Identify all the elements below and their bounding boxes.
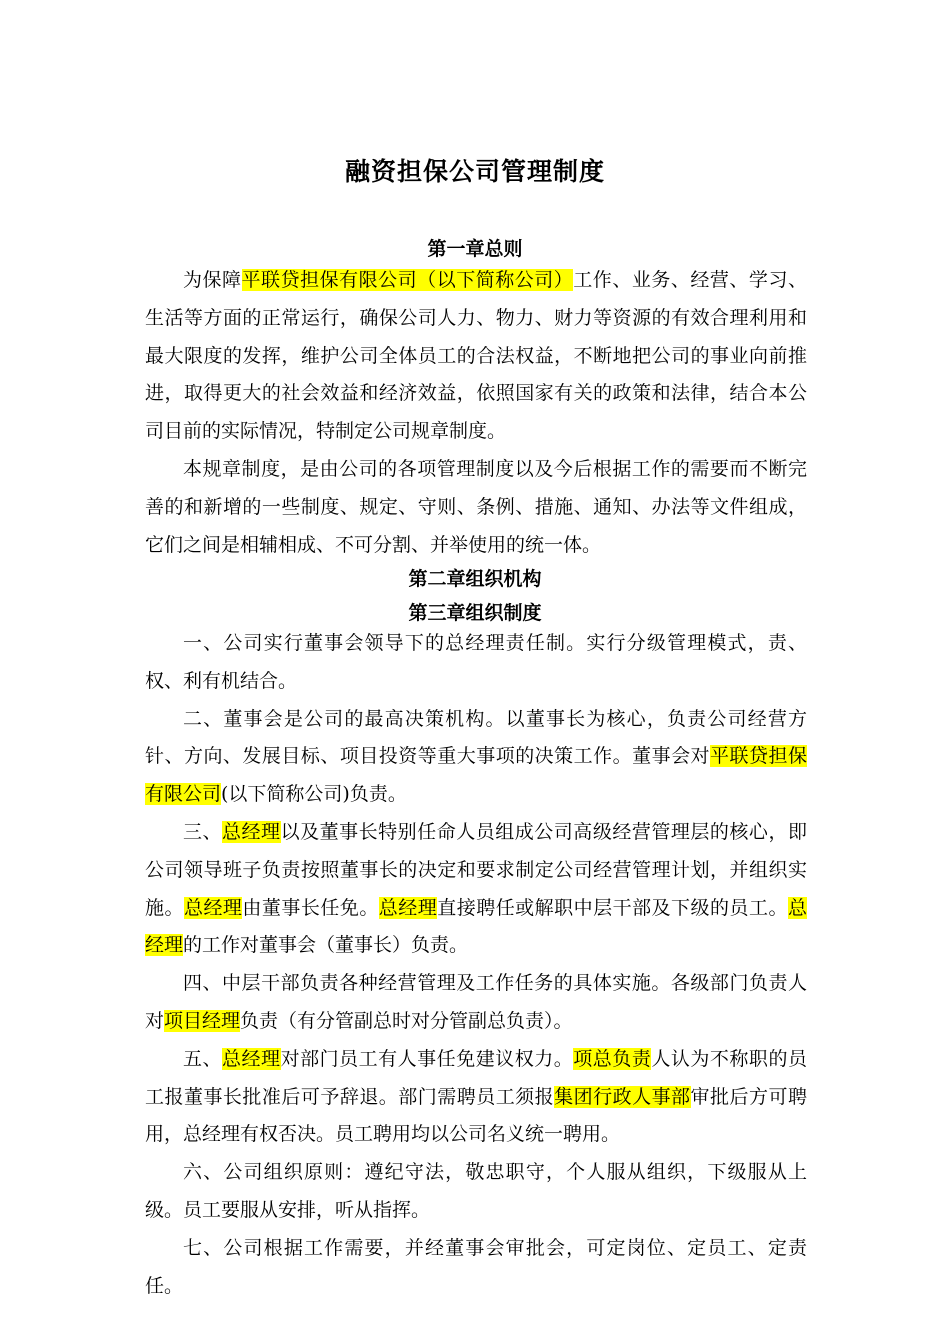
chapter-3-item-2 [145,701,807,814]
highlighted-term: 集团行政人事部 [554,1085,691,1108]
chapter-1-body [145,262,807,564]
chapter-3-item-3 [145,814,807,965]
text-span: 对部门员工有人事任免建议权力。 [280,1047,574,1070]
highlighted-term: 总经理 [222,820,281,843]
text-span: 由董事长任免。 [242,896,379,919]
text-span: 为保障 [183,269,242,291]
chapter-2-heading: 第二章组织机构 [408,568,542,590]
text-span: 的工作对董事会（董事长）负责。 [183,934,469,957]
chapter-3-item-6: 六、公司组织原则：遵纪守法，敬忠职守，个人服从组织，下级服从上级。员工要服从安排，听从指挥。 [145,1161,807,1221]
highlighted-term: 项目经理 [164,1009,241,1032]
highlighted-company-name: 平联贷担保有限公司 [145,745,807,806]
text-span: 二、董事会是公司的最高决策机构。以董事长为核心，负责公司经营方针、方向、发展目标、项目投资等重大事项的决策工作。董事会对 [145,707,807,768]
chapter-3-item-1: 一、公司实行董事会领导下的总经理责任制。实行分级管理模式，责、权、利有机结合。 [145,632,807,692]
highlighted-term: 项总负责 [573,1047,652,1070]
text-span: 以及董事长特别任命人员组成公司高级经营管理层的核心，即公司领导班子负责按照董事长的决定和要求制定公司经营管理计划，并组织实施。 [145,820,807,919]
chapter-3-body [145,625,807,1305]
chapter-1-paragraph-2: 本规章制度，是由公司的各项管理制度以及今后根据工作的需要而不断完善的和新增的一些制度、规定、守则、条例、措施、通知、办法等文件组成，它们之间是相辅相成、不可分割、并举使用的统一体。 [145,457,807,556]
highlighted-term: 总经理 [183,896,243,919]
chapter-3-item-4 [145,965,807,1041]
text-span: 人认为不称职的员工报董事长批准后可予辞退。部门需聘员工须报 [145,1047,807,1108]
highlighted-company-name: 平联贷担保有限公司（以下简称公司） [241,269,574,291]
text-span: 审批后方可聘用，总经理有权否决。员工聘用均以公司名义统一聘用。 [145,1085,807,1146]
highlighted-term: 总经理 [145,896,807,957]
chapter-1-paragraph-1 [145,262,807,451]
text-span: 三、 [183,820,223,843]
document-title: 融资担保公司管理制度 [344,157,605,186]
text-span: (以下简称公司)负责。 [221,783,407,806]
text-span: 四、中层干部负责各种经营管理及工作任务的具体实施。各级部门负责人对 [145,972,807,1032]
chapter-3-item-5 [145,1041,807,1154]
text-span: 五、 [183,1047,223,1070]
text-span: 负责（有分管副总时对分管副总负责）。 [240,1009,573,1032]
highlighted-term: 总经理 [378,896,438,919]
chapter-3-item-7: 七、公司根据工作需要，并经董事会审批会，可定岗位、定员工、定责任。 [145,1236,807,1297]
text-span: 直接聘任或解职中层干部及下级的员工。 [437,896,788,919]
chapter-3-heading: 第三章组织制度 [408,602,542,624]
chapter-1-heading: 第一章总则 [427,238,523,260]
text-span: 工作、业务、经营、学习、生活等方面的正常运行，确保公司人力、物力、财力等资源的有效合理利用和最大限度的发挥，维护公司全体员工的合法权益，不断地把公司的事业向前推进，取得更大的社会效益和经济效益，依照国家有关的政策和法律，结合本公司目前的实际情况，特制定公司规章制度。 [145,269,807,443]
highlighted-term: 总经理 [222,1047,281,1070]
